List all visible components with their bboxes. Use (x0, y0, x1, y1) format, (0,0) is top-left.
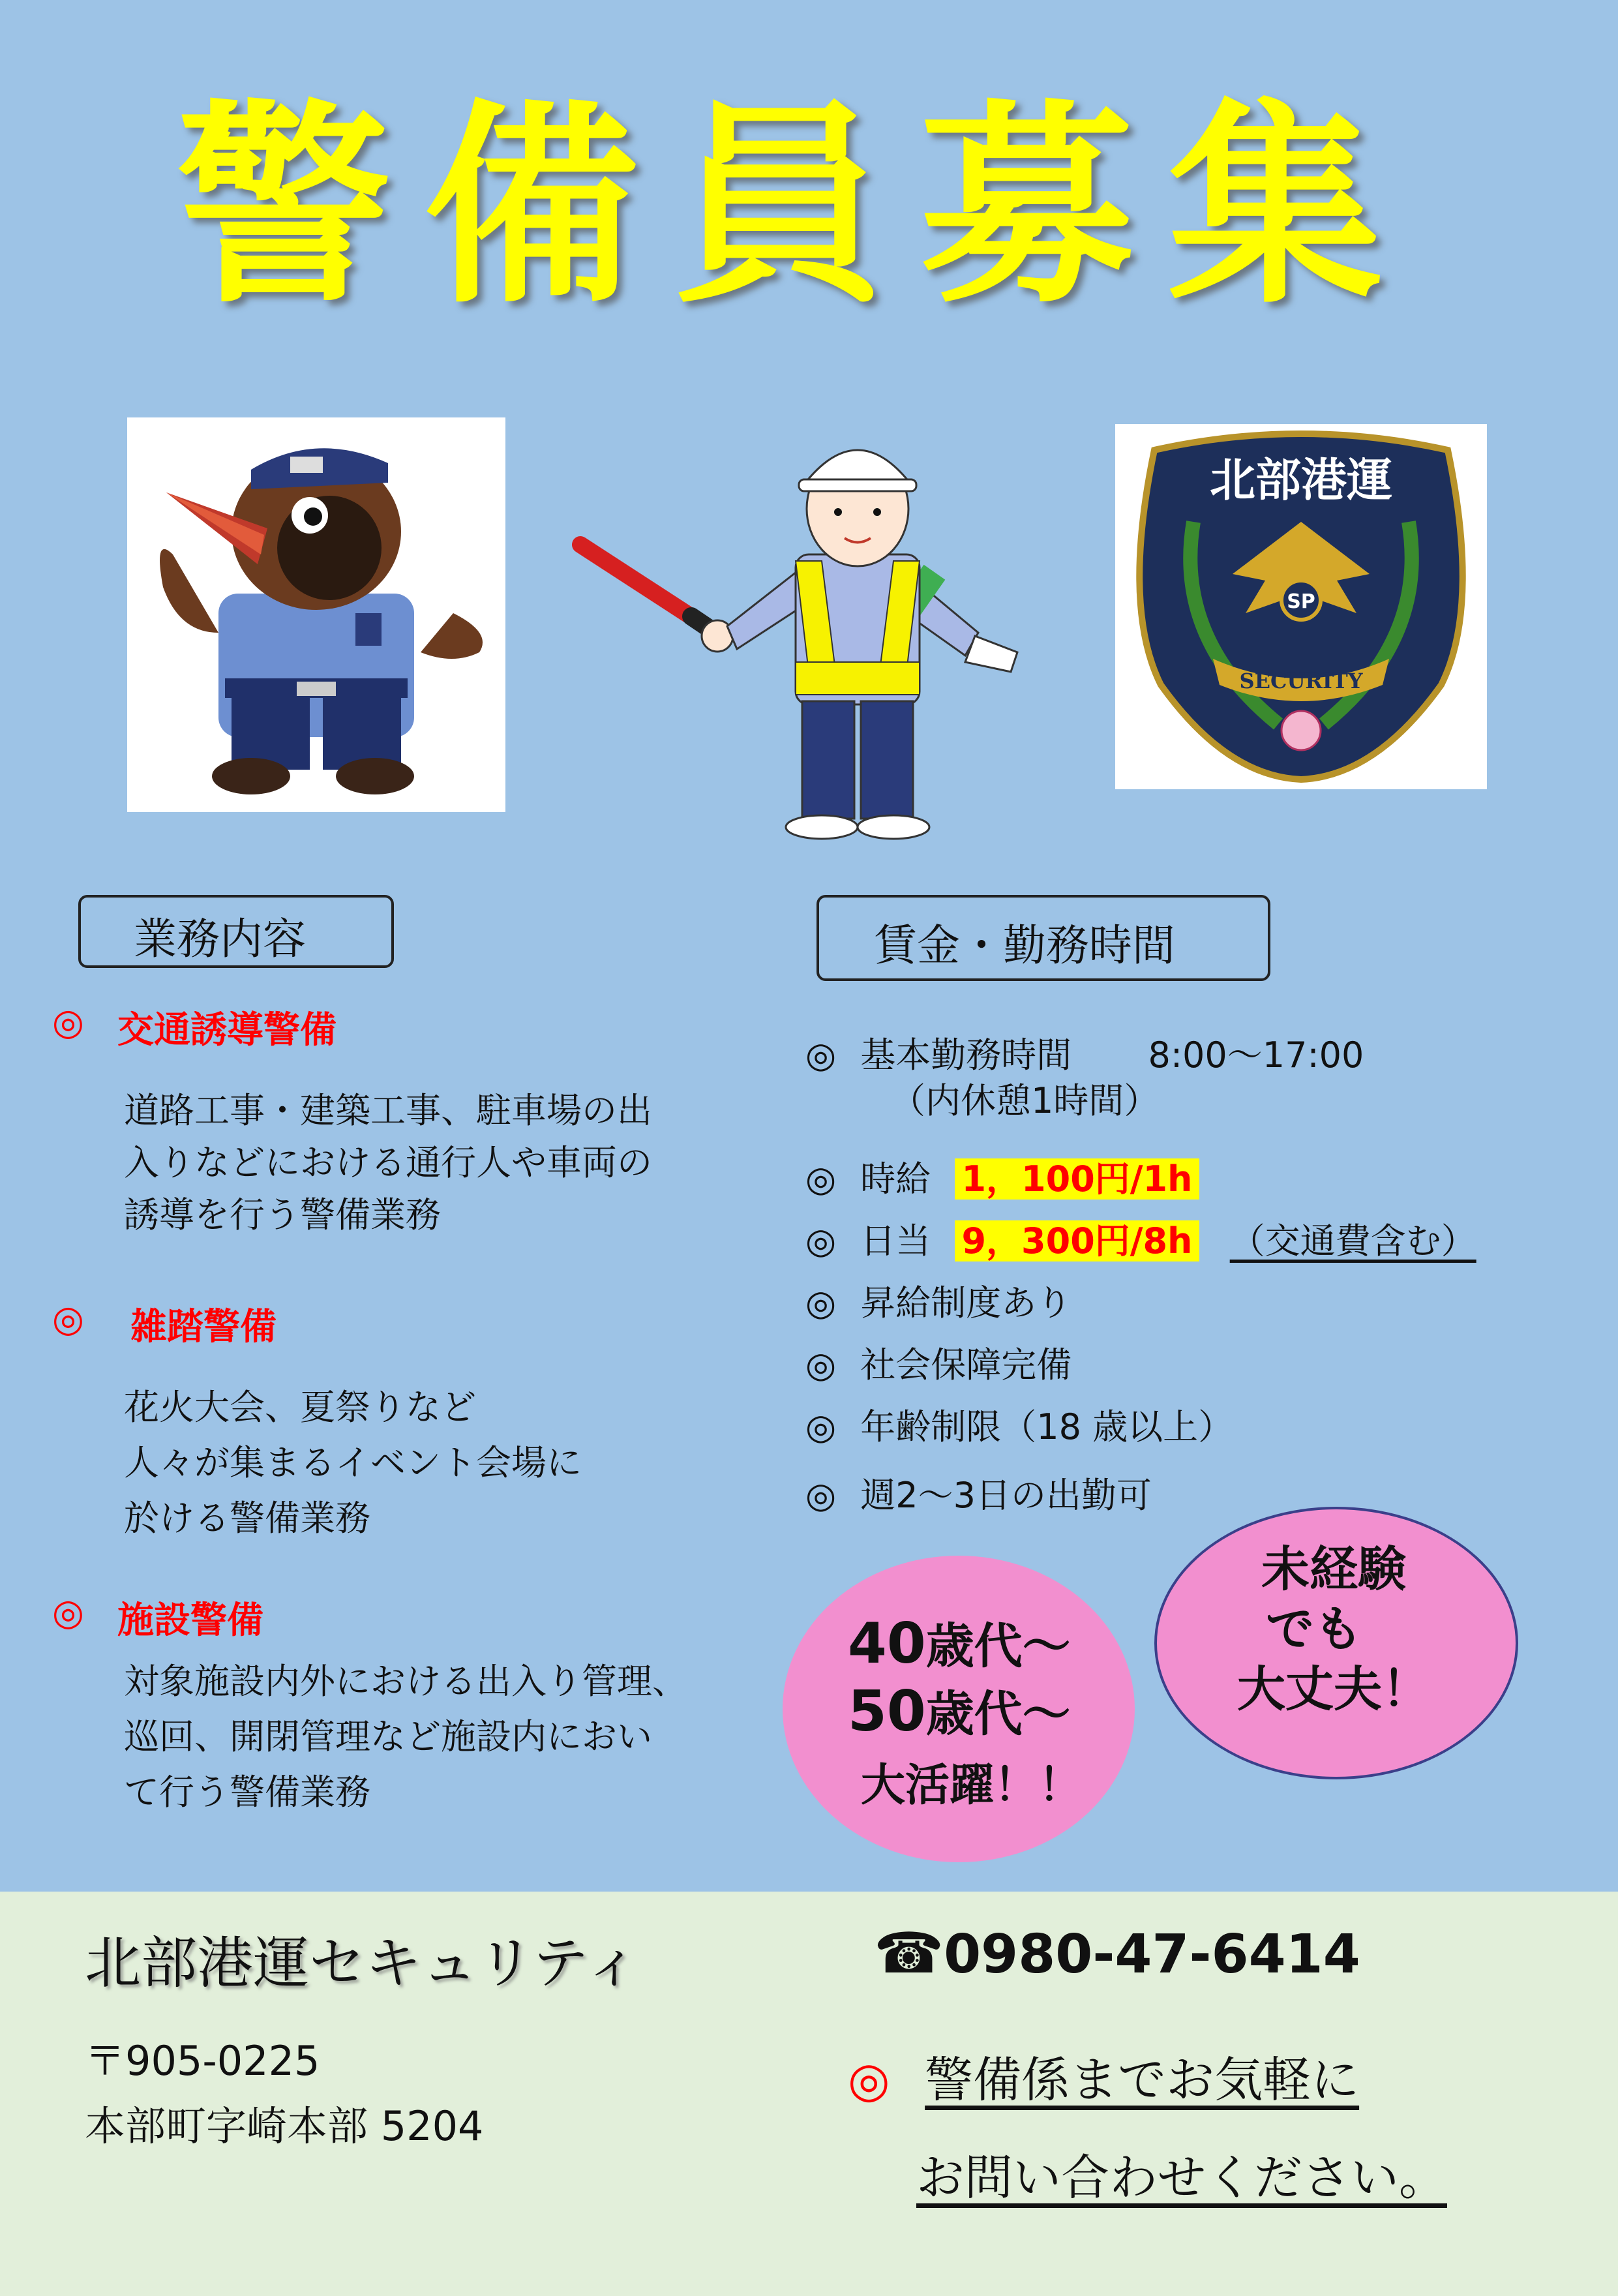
experience-badge-line: 大丈夫！ (1237, 1661, 1430, 1717)
bird-mascot-icon (127, 417, 505, 812)
condition-mark: ◎ (805, 1035, 837, 1076)
age-badge-text (848, 1611, 1083, 1819)
duty-mark: ◎ (52, 1001, 84, 1044)
hours-row (805, 1027, 1364, 1078)
experience-badge-text (1154, 1539, 1513, 1719)
security-emblem (1115, 424, 1487, 789)
pay-section-label: 賃金・勤務時間 (874, 920, 1175, 971)
duty-line: 巡回、開閉管理など施設内におい (124, 1716, 652, 1757)
condition-mark: ◎ (805, 1282, 837, 1323)
traffic-guard-icon (561, 404, 1030, 848)
title-char: 備 (424, 79, 639, 332)
hours-note: （内休憩1時間） (890, 1080, 1160, 1121)
title-char: 員 (672, 79, 887, 332)
experience-badge-line: でも (1266, 1601, 1362, 1657)
work-section-label: 業務内容 (134, 914, 306, 964)
condition-mark: ◎ (805, 1406, 837, 1447)
condition-mark: ◎ (805, 1475, 837, 1516)
phone-number[interactable]: 0980-47-6414 (944, 1924, 1360, 1986)
hourly-label: 時給 (860, 1158, 931, 1200)
duty-line: 入りなどにおける通行人や車両の (124, 1142, 652, 1183)
age-badge-suffix: 歳代～ (925, 1686, 1071, 1742)
company-name: 北部港運セキュリティ (85, 1931, 640, 1996)
daily-label: 日当 (860, 1220, 931, 1261)
condition-mark: ◎ (805, 1158, 837, 1200)
condition-row (805, 1337, 1071, 1387)
title-char: 集 (1167, 79, 1383, 332)
address: 本部町字崎本部 5204 (85, 2102, 484, 2150)
title-char: 警 (176, 79, 391, 332)
age-badge-num: 50 (848, 1679, 926, 1744)
bird-mascot-illustration (127, 417, 505, 812)
phone-row[interactable] (874, 1921, 1360, 1986)
condition-mark: ◎ (805, 1344, 837, 1385)
duty-line: 対象施設内外における出入り管理、 (124, 1661, 687, 1702)
age-badge-suffix: 歳代～ (925, 1618, 1071, 1674)
emblem-center-text: SP (1287, 590, 1315, 613)
contact-line: お問い合わせください。 (916, 2150, 1447, 2206)
duty-mark: ◎ (52, 1298, 84, 1340)
title-char: 募 (920, 79, 1135, 332)
traffic-guard-illustration (561, 404, 1030, 848)
condition-row (805, 1468, 1152, 1518)
duty-heading: 施設警備 (117, 1599, 263, 1642)
hourly-value: 1，100円/1h (955, 1158, 1199, 1200)
duty-line: 道路工事・建築工事、駐車場の出 (124, 1090, 652, 1131)
hourly-row (805, 1151, 1199, 1201)
condition-text: 週2～3日の出勤可 (860, 1475, 1152, 1516)
contact-text: 警備係までお気軽に (925, 2052, 1360, 2108)
contact-mark: ◎ (848, 2052, 890, 2108)
duty-line: 人々が集まるイベント会場に (124, 1442, 582, 1483)
contact-line (848, 2042, 1359, 2111)
phone-icon: ☎ (874, 1921, 944, 1986)
postal-code: 〒905-0225 (85, 2037, 320, 2085)
hours-value: 8:00～17:00 (1148, 1035, 1364, 1076)
condition-text: 社会保障完備 (860, 1344, 1072, 1385)
condition-row (805, 1399, 1233, 1449)
emblem-ribbon-text: SECURITY (1239, 669, 1363, 693)
duty-line: 於ける警備業務 (124, 1498, 370, 1539)
hours-label: 基本勤務時間 (860, 1035, 1072, 1076)
daily-note: （交通費含む） (1229, 1220, 1476, 1261)
condition-row (805, 1275, 1071, 1325)
emblem-top-text: 北部港運 (1210, 453, 1392, 507)
condition-text: 年齢制限（18 歳以上） (860, 1406, 1234, 1447)
experience-badge-line: 未経験 (1261, 1541, 1406, 1597)
security-emblem-icon (1115, 424, 1487, 789)
daily-row (805, 1213, 1476, 1263)
duty-mark: ◎ (52, 1592, 84, 1634)
duty-heading: 交通誘導警備 (117, 1009, 337, 1051)
age-badge-line: 大活躍！！ (861, 1760, 1083, 1811)
condition-text: 昇給制度あり (860, 1282, 1072, 1323)
duty-heading: 雑踏警備 (130, 1306, 277, 1348)
daily-value: 9，300円/8h (955, 1220, 1199, 1261)
duty-line: て行う警備業務 (124, 1772, 370, 1813)
condition-mark: ◎ (805, 1220, 837, 1261)
duty-line: 花火大会、夏祭りなど (124, 1387, 476, 1428)
duty-line: 誘導を行う警備業務 (124, 1194, 441, 1235)
age-badge-num: 40 (848, 1611, 926, 1676)
